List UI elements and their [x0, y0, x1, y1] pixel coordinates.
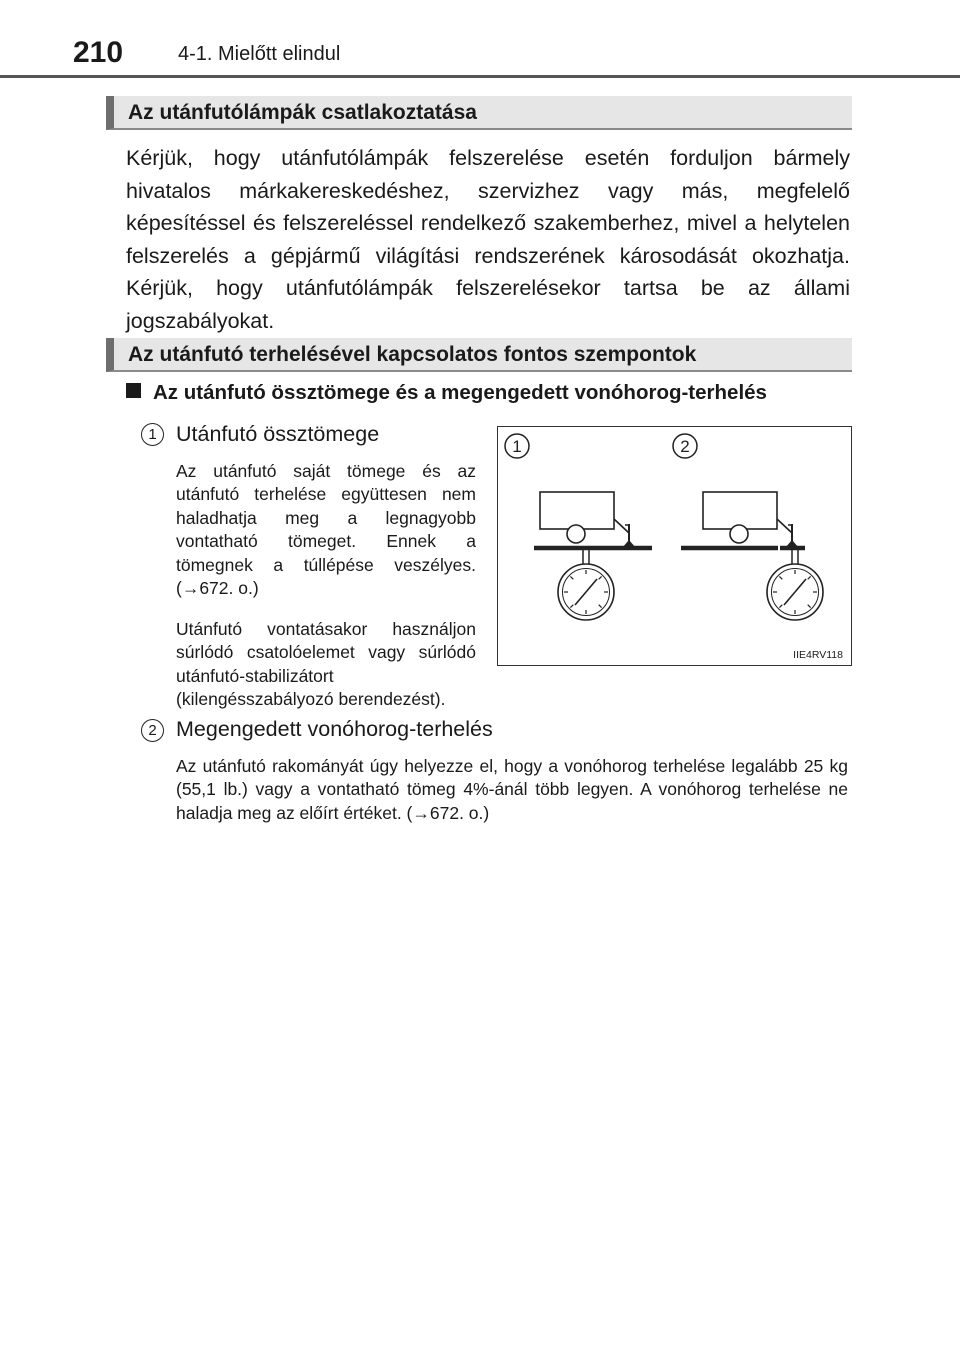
svg-text:1: 1: [512, 437, 522, 456]
page-number: 210: [73, 36, 124, 69]
figure-code: IIE4RV118: [793, 649, 843, 661]
stabilizer-paragraph: Utánfutó vontatásakor használjon súrlódó csatolóelemet vagy súrlódó utánfutó-stabilizátort (kilengésszabályozó berendezést).: [176, 619, 476, 710]
scale-diagram: [498, 427, 850, 664]
trailer-on-scale-right: [681, 492, 823, 620]
figure-callout-2: [673, 434, 697, 458]
square-bullet-icon: [126, 383, 141, 398]
chapter-label: 4-1. Mielőtt elindul: [178, 43, 341, 65]
header-divider: [0, 75, 960, 78]
trailer-lights-paragraph: Kérjük, hogy utánfutólámpák felszerelése esetén forduljon bármely hivatalos márkakereskedéshez, szervizhez vagy más, megfelelő képesítéssel és felszereléssel rendelkező szakemberhez, mivel a helytelen felszerelés a gépjármű világítási rendszerének károsodását okozhatja. Kérjük, hogy utánfutólámpák felszerelésekor tartsa be az állami jogszabályokat.: [126, 146, 850, 333]
tongue-weight-illustration: [497, 426, 852, 666]
item-title-trailer-gross-weight: Utánfutó össztömege: [176, 422, 380, 446]
trailer-on-scale-left: [534, 492, 652, 620]
tongue-weight-paragraph: Az utánfutó rakományát úgy helyezze el, hogy a vonóhorog terhelése legalább 25 kg (55,1 lb.) vagy a vontatható tömeg 4%-ánál több legyen. A vonóhorog terhelése ne haladja meg az előírt értéket. (→672. o.): [176, 756, 848, 823]
svg-text:2: 2: [680, 437, 690, 456]
figure-callout-1: [505, 434, 529, 458]
section-heading-trailer-lights: Az utánfutólámpák csatlakoztatása: [106, 96, 852, 130]
item-number-1: 1: [141, 423, 164, 446]
page-header: [0, 0, 960, 80]
subheading-trailer-weight: [126, 381, 767, 405]
subheading-text: Az utánfutó össztömege és a megengedett vonóhorog-terhelés: [153, 381, 767, 404]
gross-weight-paragraph: Az utánfutó saját tömege és az utánfutó terhelése együttesen nem haladhatja meg a legnagyobb vontatható tömeget. Ennek a tömegnek a túllépése veszélyes. (→672. o.): [176, 461, 476, 599]
item-title-tongue-weight: Megengedett vonóhorog-terhelés: [176, 717, 493, 741]
item-number-2: 2: [141, 719, 164, 742]
section-heading-trailer-load: Az utánfutó terhelésével kapcsolatos fontos szempontok: [106, 338, 852, 372]
